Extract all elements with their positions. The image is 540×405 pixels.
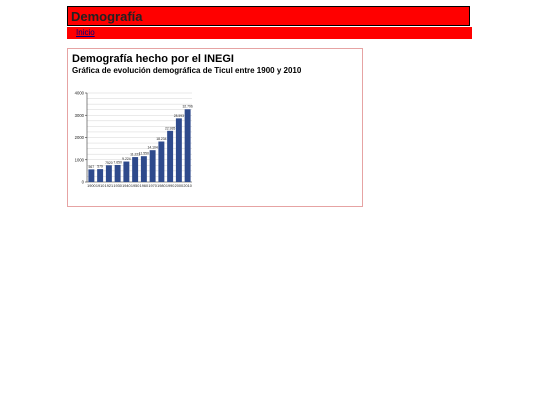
bar [123, 162, 129, 182]
x-tick-label: 1921 [104, 184, 114, 188]
bar-value-label: 9.224 [122, 157, 131, 162]
x-tick-label: 1960 [139, 184, 149, 188]
bar-value-label: 28.593 [173, 113, 185, 118]
x-tick-label: 2010 [183, 184, 192, 188]
x-tick-label: 1900 [87, 184, 96, 188]
bar [158, 142, 164, 182]
bar-value-label: 14.104 [147, 145, 158, 150]
bar [115, 165, 121, 182]
bar-value-label: 567 [88, 164, 95, 169]
x-tick-label: 1980 [157, 184, 166, 188]
y-tick-label: 2000 [74, 135, 84, 140]
nav-home-link[interactable]: Inicio [76, 28, 95, 37]
y-tick-label: 3000 [74, 112, 84, 118]
bar-value-label: 22.935 [164, 126, 176, 131]
x-tick-label: 1950 [130, 184, 140, 188]
bar-value-label: 7520 [105, 160, 113, 165]
bar [150, 150, 156, 182]
bar [176, 118, 182, 182]
bar-value-label: 18.234 [156, 137, 167, 142]
bar-value-label: 579 [97, 164, 103, 169]
content-panel [67, 48, 363, 207]
bar [185, 109, 191, 182]
bar-value-label: 11.223 [130, 152, 141, 157]
bar-value-label: 32.796 [182, 104, 193, 109]
y-tick-label: 0 [81, 179, 84, 185]
x-tick-label: 1940 [122, 184, 131, 188]
page-header [67, 6, 470, 26]
content-title: Demografía hecho por el INEGI [72, 53, 234, 65]
page-title: Demografía [71, 9, 143, 24]
bar [97, 169, 103, 182]
nav-bar [67, 27, 472, 39]
bar [141, 156, 147, 182]
bar-value-label: 11.550 [138, 151, 149, 156]
bar [106, 165, 112, 182]
population-bar-chart [68, 85, 208, 205]
bar-value-label: 7.650 [113, 160, 122, 165]
y-tick-label: 1000 [74, 157, 84, 163]
x-tick-label: 1970 [148, 184, 157, 188]
chart-caption: Gráfica de evolución demográfica de Ticul entre 1900 y 2010 [72, 66, 302, 75]
bar [132, 157, 138, 182]
x-tick-label: 1910 [95, 184, 105, 188]
bar [88, 169, 94, 182]
x-tick-label: 1990 [165, 184, 175, 188]
x-tick-label: 2000 [174, 184, 184, 188]
y-tick-label: 4000 [74, 90, 84, 96]
bar [167, 131, 173, 182]
x-tick-label: 1930 [113, 184, 122, 188]
